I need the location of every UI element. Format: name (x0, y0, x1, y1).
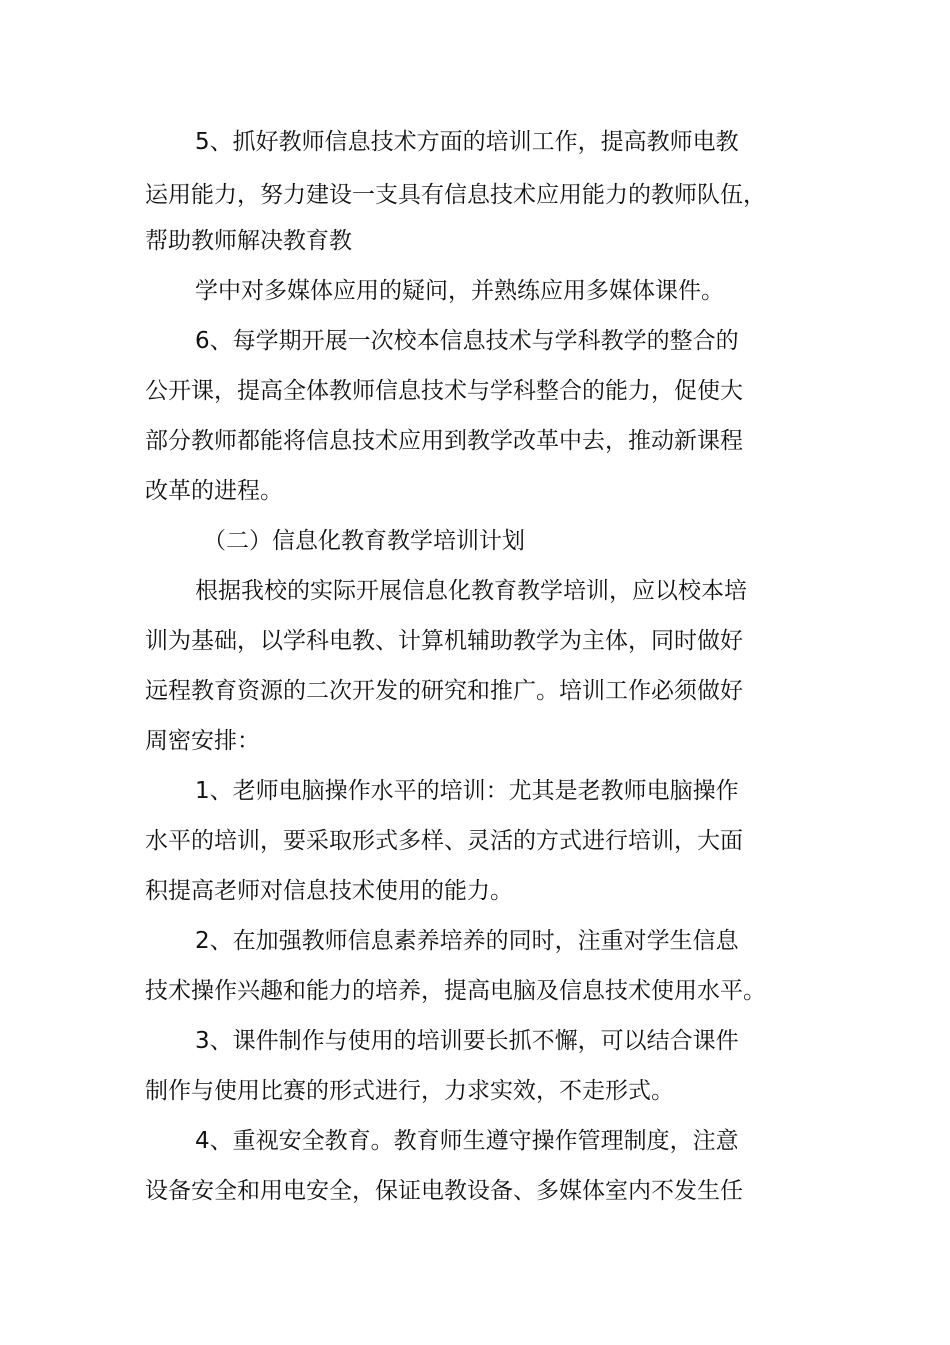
item-6-line-4: 改革的进程。 (145, 478, 283, 504)
item-6-line-3: 部分教师都能将信息技术应用到教学改革中去，推动新课程 (145, 428, 743, 454)
intro-paragraph-line-3: 远程教育资源的二次开发的研究和推广。培训工作必须做好 (145, 678, 743, 704)
item-6-line-2: 公开课，提高全体教师信息技术与学科整合的能力，促使大 (145, 378, 743, 404)
item-1-line-1: 1、老师电脑操作水平的培训：尤其是老教师电脑操作 (195, 778, 739, 804)
item-5-line-2: 运用能力，努力建设一支具有信息技术应用能力的教师队伍， (145, 182, 766, 208)
item-1-line-3: 积提高老师对信息技术使用的能力。 (145, 878, 513, 904)
item-5-line-1: 5、抓好教师信息技术方面的培训工作，提高教师电教 (195, 129, 739, 155)
intro-paragraph-line-4: 周密安排： (145, 728, 260, 754)
item-6-line-1: 6、每学期开展一次校本信息技术与学科教学的整合的 (195, 328, 739, 354)
item-2-line-2: 技术操作兴趣和能力的培养，提高电脑及信息技术使用水平。 (145, 978, 766, 1004)
item-5-line-4: 学中对多媒体应用的疑问，并熟练应用多媒体课件。 (195, 278, 724, 304)
item-4-line-2: 设备安全和用电安全，保证电教设备、多媒体室内不发生任 (145, 1178, 743, 1204)
item-1-line-2: 水平的培训，要采取形式多样、灵活的方式进行培训，大面 (145, 828, 743, 854)
item-2-line-1: 2、在加强教师信息素养培养的同时，注重对学生信息 (195, 928, 739, 954)
intro-paragraph-line-2: 训为基础，以学科电教、计算机辅助教学为主体，同时做好 (145, 628, 743, 654)
section-heading: （二）信息化教育教学培训计划 (203, 528, 525, 554)
intro-paragraph-line-1: 根据我校的实际开展信息化教育教学培训，应以校本培 (195, 578, 747, 604)
item-4-line-1: 4、重视安全教育。教育师生遵守操作管理制度，注意 (195, 1128, 739, 1154)
item-3-line-1: 3、课件制作与使用的培训要长抓不懈，可以结合课件 (195, 1028, 739, 1054)
item-3-line-2: 制作与使用比赛的形式进行，力求实效，不走形式。 (145, 1078, 674, 1104)
item-5-line-3: 帮助教师解决教育教 (145, 228, 352, 254)
